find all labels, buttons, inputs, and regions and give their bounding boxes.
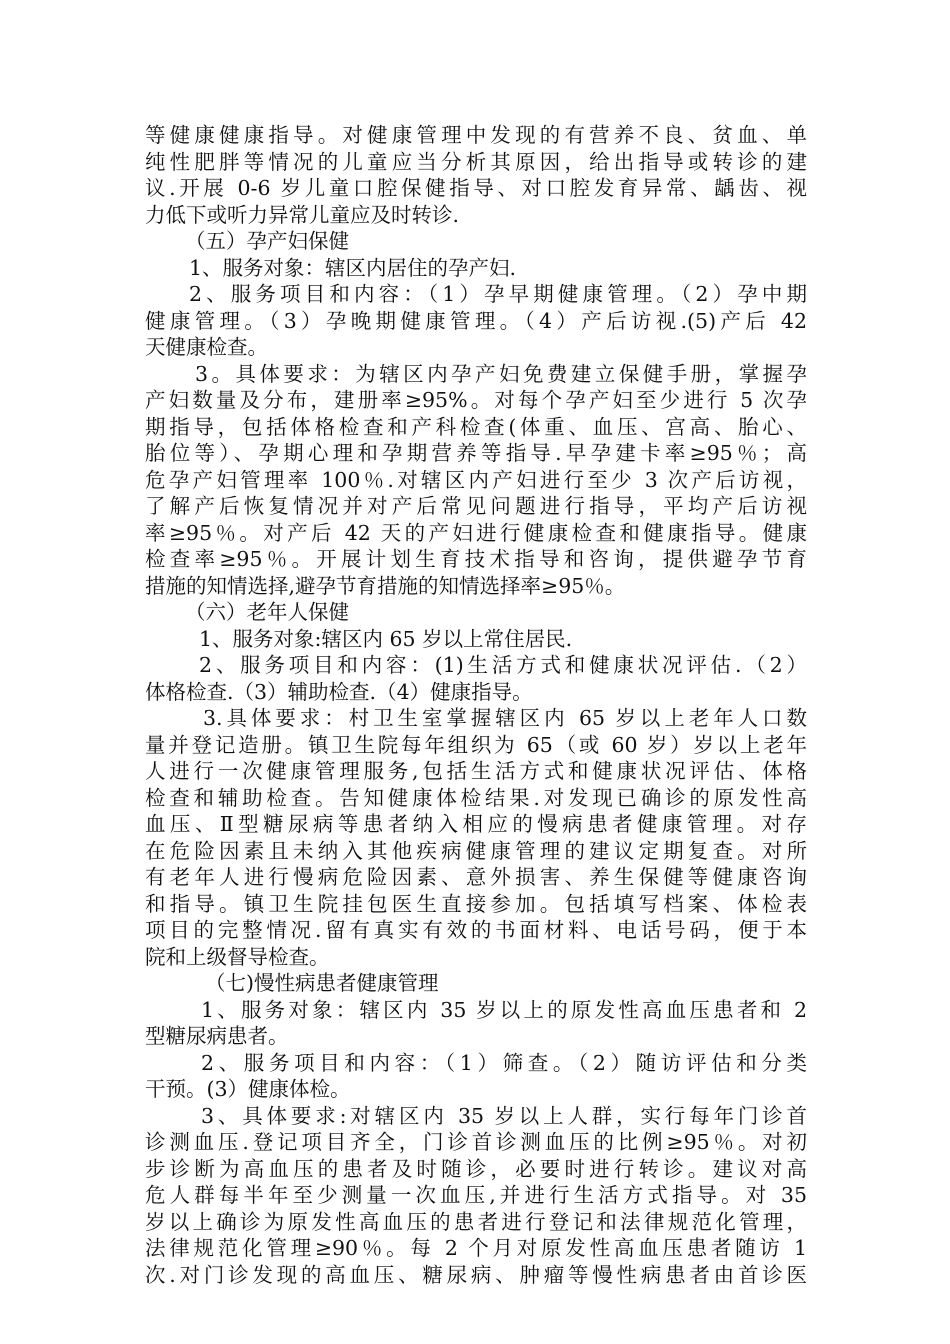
text-line: 法律规范化管理≥90％。每 2 个月对原发性高血压患者随访 1 [145, 1236, 807, 1260]
text-line: 3。具体要求：为辖区内孕产妇免费建立保健手册，掌握孕 [195, 361, 807, 386]
text-line: 有老年人进行慢病危险因素、意外损害、养生保健等健康咨询 [145, 865, 807, 889]
document-page [145, 122, 807, 1288]
text-line: 健康管理。（3）孕晚期健康管理。（4）产后访视.(5)产后 42 [145, 308, 807, 333]
text-line: 2、服务项目和内容：(1)生活方式和健康状况评估.（2） [199, 653, 807, 677]
text-line: 率≥95％。对产后 42 天的产妇进行健康检查和健康指导。健康 [145, 520, 807, 545]
text-line: 危孕产妇管理率 100％.对辖区内产妇进行至少 3 次产后访视， [145, 467, 807, 492]
text-line: 力低下或听力异常儿童应及时转诊. [145, 202, 460, 227]
text-line: 和指导。镇卫生院挂包医生直接参加。包括填写档案、体检表 [145, 891, 807, 916]
text-line: 1、服务对象：辖区内 35 岁以上的原发性高血压患者和 2 [201, 997, 807, 1022]
text-line: 等健康健康指导。对健康管理中发现的有营养不良、贫血、单 [145, 123, 807, 147]
text-line: 次.对门诊发现的高血压、糖尿病、肿瘤等慢性病患者由首诊医 [145, 1262, 807, 1287]
text-line: 措施的知情选择,避孕节育措施的知情选择率≥95％。 [145, 573, 626, 598]
text-line: 天健康检查。 [145, 335, 268, 359]
text-line: 2、服务项目和内容：（1）孕早期健康管理。（2）孕中期 [189, 282, 807, 306]
text-line: （五）孕产妇保健 [185, 229, 349, 253]
text-line: 1、服务对象:辖区内 65 岁以上常住居民. [199, 626, 573, 651]
text-line: （六）老年人保健 [185, 600, 349, 624]
text-line: 检查和辅助检查。告知健康体检结果.对发现已确诊的原发性高 [145, 785, 807, 810]
text-line: 在危险因素且未纳入其他疾病健康管理的建议定期复查。对所 [145, 838, 807, 863]
text-line: 1、服务对象：辖区内居住的孕产妇. [189, 255, 517, 280]
text-line: （七)慢性病患者健康管理 [205, 971, 439, 995]
text-line: 纯性肥胖等情况的儿童应当分析其原因，给出指导或转诊的建 [145, 149, 807, 174]
text-line: 院和上级督导检查。 [145, 944, 330, 969]
text-line: 血压、Ⅱ型糖尿病等患者纳入相应的慢病患者健康管理。对存 [145, 812, 807, 836]
text-line: 型糖尿病患者。 [145, 1024, 289, 1048]
text-line: 岁以上确诊为原发性高血压的患者进行登记和法律规范化管理， [145, 1209, 807, 1234]
text-line: 人进行一次健康管理服务,包括生活方式和健康状况评估、体格 [145, 759, 807, 783]
text-line: 项目的完整情况.留有真实有效的书面材料、电话号码，便于本 [145, 918, 807, 942]
text-line: 诊测血压.登记项目齐全，门诊首诊测血压的比例≥95％。对初 [145, 1130, 807, 1154]
text-line: 干预。(3）健康体检。 [145, 1077, 351, 1101]
text-line: 期指导，包括体格检查和产科检查(体重、血压、宫高、胎心、 [145, 414, 807, 439]
text-line: 体格检查.（3）辅助检查.（4）健康指导。 [145, 679, 533, 704]
text-line: 步诊断为高血压的患者及时随诊，必要时进行转诊。建议对高 [145, 1156, 807, 1181]
text-line: 胎位等）、孕期心理和孕期营养等指导.早孕建卡率≥95％；高 [145, 441, 807, 465]
text-line: 量并登记造册。镇卫生院每年组织为 65（或 60 岁）岁以上老年 [145, 732, 807, 757]
text-line: 危人群每半年至少测量一次血压,并进行生活方式指导。对 35 [145, 1183, 807, 1207]
text-line: 3.具体要求：村卫生室掌握辖区内 65 岁以上老年人口数 [203, 706, 807, 730]
text-line: 了解产后恢复情况并对产后常见问题进行指导，平均产后访视 [145, 494, 807, 518]
text-line: 2、服务项目和内容：（1）筛查。（2）随访评估和分类 [201, 1050, 807, 1075]
text-line: 3、具体要求:对辖区内 35 岁以上人群，实行每年门诊首 [201, 1103, 807, 1128]
text-line: 产妇数量及分布，建册率≥95%。对每个孕产妇至少进行 5 次孕 [145, 388, 807, 412]
text-line: 检查率≥95％。开展计划生育技术指导和咨询，提供避孕节育 [145, 547, 807, 571]
text-line: 议.开展 0-6 岁儿童口腔保健指导、对口腔发育异常、龋齿、视 [145, 176, 807, 200]
